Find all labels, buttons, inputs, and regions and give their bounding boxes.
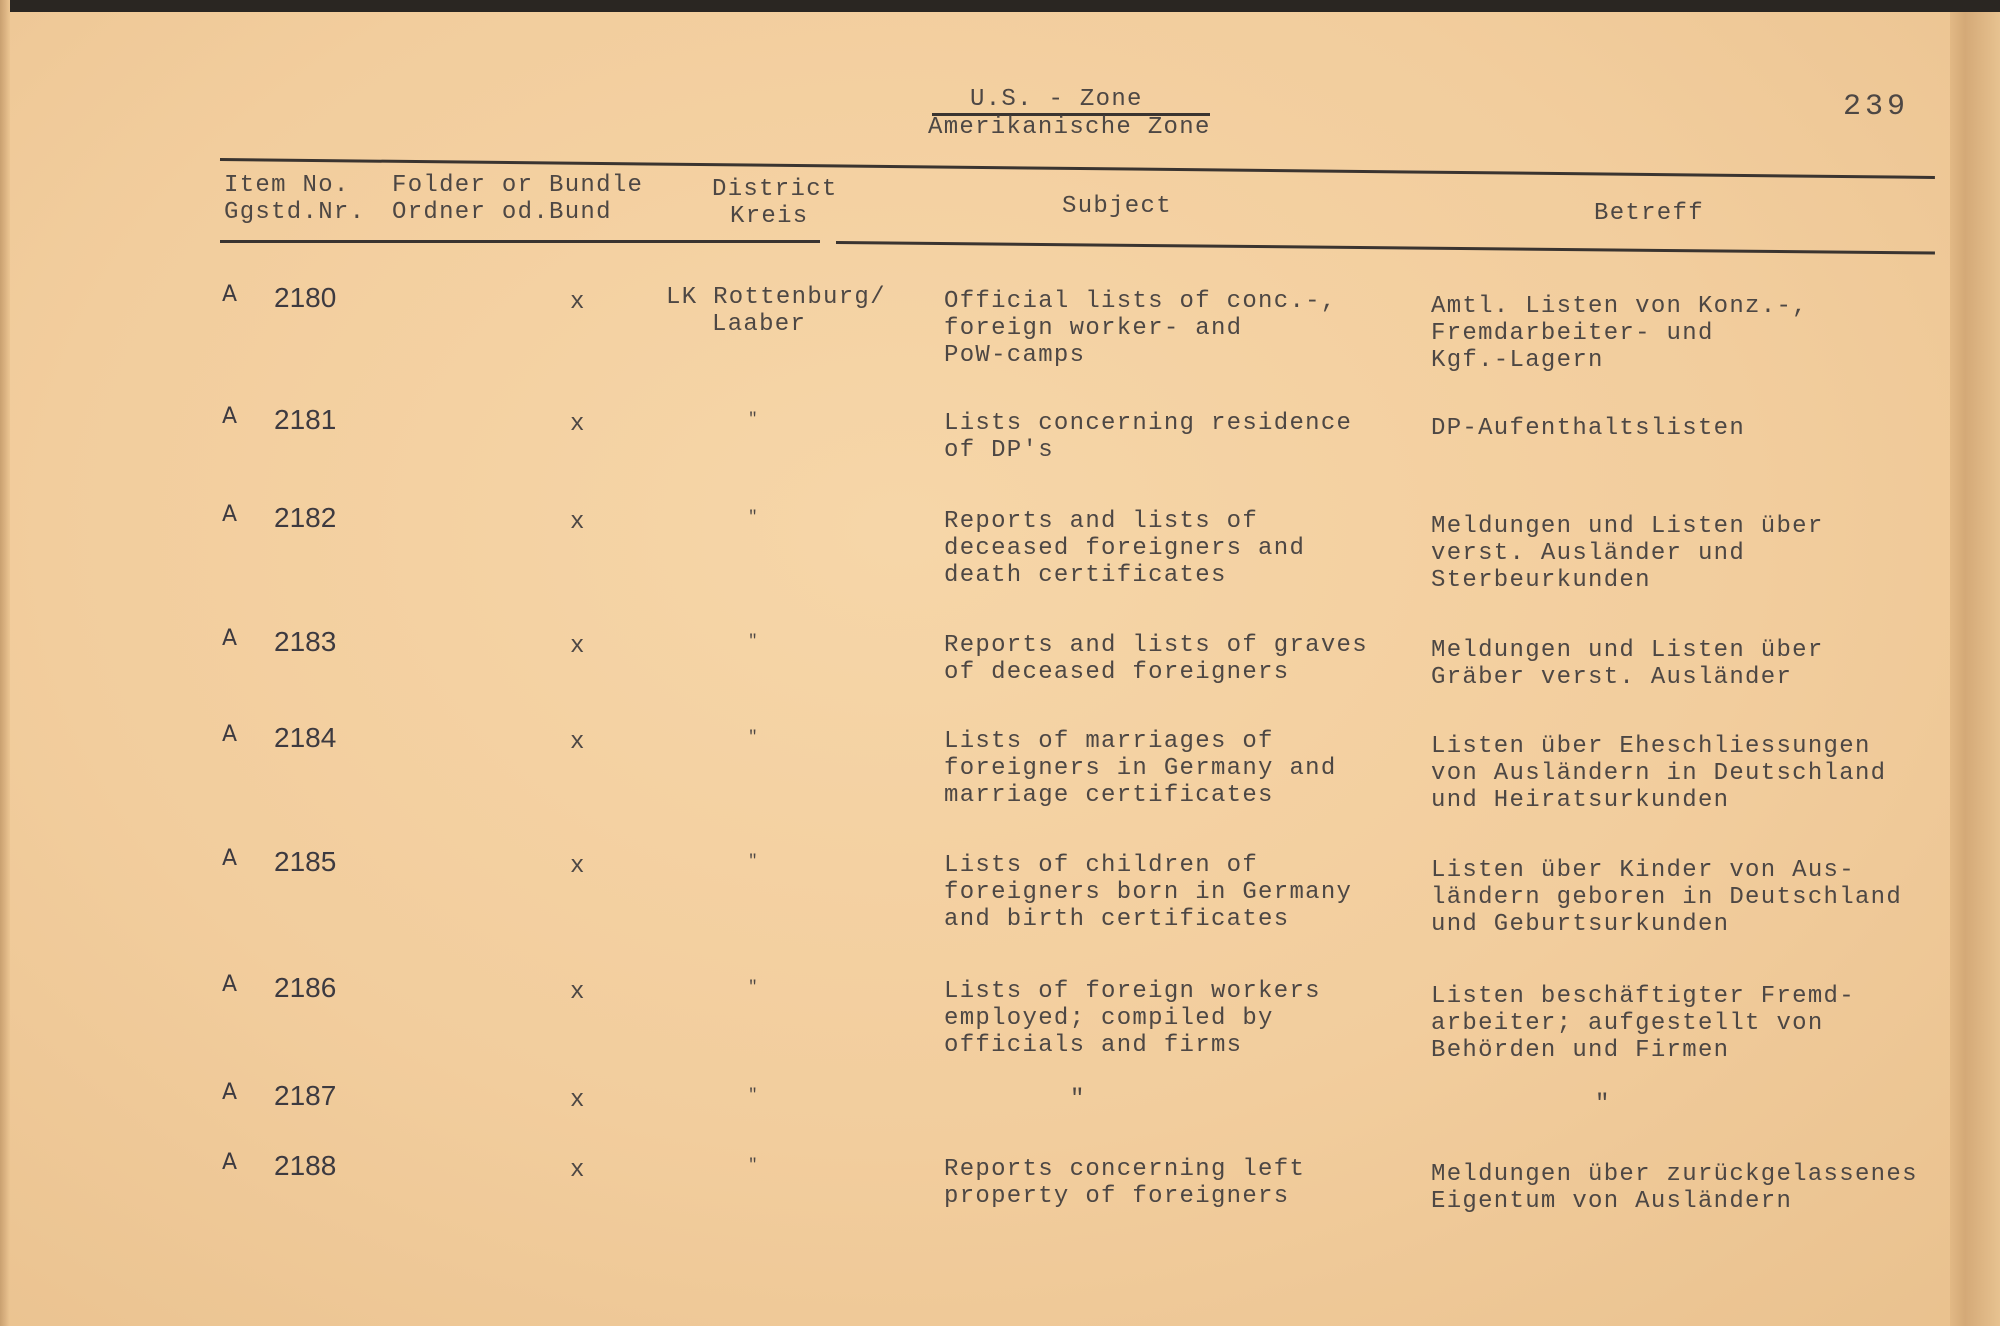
district-ditto: " — [748, 852, 759, 870]
item-number: 2187 — [274, 1080, 337, 1111]
betreff-text: Meldungen über zurückgelassenes — [1431, 1161, 1918, 1188]
bundle-mark: x — [570, 633, 586, 660]
subject-text: Lists of foreign workers — [944, 978, 1321, 1005]
subject-text: death certificates — [944, 562, 1227, 589]
item-mark-handwritten: A — [222, 846, 238, 871]
betreff-text: ländern geboren in Deutschland — [1431, 884, 1903, 911]
col-folder-en: Folder or Bundle — [392, 172, 644, 199]
bundle-mark: x — [570, 853, 586, 880]
item-mark-handwritten: A — [222, 282, 238, 307]
betreff-text: Kgf.-Lagern — [1431, 347, 1604, 374]
col-subject: Subject — [1062, 193, 1172, 220]
betreff-text: verst. Ausländer und — [1431, 540, 1746, 567]
district-ditto: " — [748, 978, 759, 996]
betreff-text: Sterbeurkunden — [1431, 567, 1651, 594]
subject-text: Official lists of conc.-, — [944, 288, 1337, 315]
item-number: 2182 — [274, 502, 337, 533]
betreff-text: Listen beschäftigter Fremd- — [1431, 983, 1855, 1010]
header-bottom-rule-left — [220, 240, 820, 243]
subject-text: " — [1070, 1086, 1086, 1113]
betreff-text: Listen über Eheschliessungen — [1431, 733, 1871, 760]
subject-text: marriage certificates — [944, 782, 1274, 809]
item-mark-handwritten: A — [222, 404, 238, 429]
subject-text: Lists of marriages of — [944, 728, 1274, 755]
scan-left-edge — [0, 0, 10, 1326]
district-ditto: " — [748, 410, 759, 428]
item-mark-handwritten: A — [222, 1150, 238, 1175]
betreff-text: Listen über Kinder von Aus- — [1431, 857, 1855, 884]
bundle-mark: x — [570, 729, 586, 756]
item-number: 2180 — [274, 282, 337, 313]
betreff-text: und Geburtsurkunden — [1431, 911, 1730, 938]
subject-text: foreigners in Germany and — [944, 755, 1337, 782]
item-number: 2183 — [274, 626, 337, 657]
bundle-mark: x — [570, 411, 586, 438]
betreff-text: DP-Aufenthaltslisten — [1431, 415, 1746, 442]
col-item-no-de: Ggstd.Nr. — [224, 199, 366, 226]
betreff-text: Meldungen und Listen über — [1431, 637, 1824, 664]
subject-text: foreign worker- and — [944, 315, 1243, 342]
col-folder-de: Ordner od.Bund — [392, 199, 612, 226]
subject-text: officials and firms — [944, 1032, 1243, 1059]
subject-text: property of foreigners — [944, 1183, 1290, 1210]
district-text: LK Rottenburg/ — [666, 284, 886, 311]
district-ditto: " — [748, 1086, 759, 1104]
betreff-text: Amtl. Listen von Konz.-, — [1431, 293, 1808, 320]
subject-text: deceased foreigners and — [944, 535, 1306, 562]
betreff-text: Meldungen und Listen über — [1431, 513, 1824, 540]
district-text: Laaber — [712, 311, 807, 338]
betreff-text: von Ausländern in Deutschland — [1431, 760, 1887, 787]
district-ditto: " — [748, 508, 759, 526]
item-number: 2181 — [274, 404, 337, 435]
betreff-text: Gräber verst. Ausländer — [1431, 664, 1793, 691]
subject-text: Reports concerning left — [944, 1156, 1306, 1183]
col-item-no-en: Item No. — [224, 172, 350, 199]
col-betreff: Betreff — [1594, 200, 1704, 227]
item-number: 2185 — [274, 846, 337, 877]
bundle-mark: x — [570, 1157, 586, 1184]
betreff-text: " — [1595, 1091, 1611, 1118]
col-district-en: District — [712, 176, 838, 203]
item-mark-handwritten: A — [222, 972, 238, 997]
betreff-text: Eigentum von Ausländern — [1431, 1188, 1793, 1215]
title-line2: Amerikanische Zone — [928, 114, 1211, 141]
betreff-text: Behörden und Firmen — [1431, 1037, 1730, 1064]
bundle-mark: x — [570, 289, 586, 316]
col-district-de: Kreis — [730, 203, 809, 230]
betreff-text: arbeiter; aufgestellt von — [1431, 1010, 1824, 1037]
subject-text: of deceased foreigners — [944, 659, 1290, 686]
item-number: 2184 — [274, 722, 337, 753]
betreff-text: Fremdarbeiter- und — [1431, 320, 1714, 347]
subject-text: PoW-camps — [944, 342, 1086, 369]
subject-text: Reports and lists of — [944, 508, 1259, 535]
subject-text: and birth certificates — [944, 906, 1290, 933]
item-mark-handwritten: A — [222, 626, 238, 651]
bundle-mark: x — [570, 509, 586, 536]
title-line1: U.S. - Zone — [970, 86, 1143, 113]
item-mark-handwritten: A — [222, 722, 238, 747]
subject-text: of DP's — [944, 437, 1054, 464]
item-mark-handwritten: A — [222, 502, 238, 527]
district-ditto: " — [748, 632, 759, 650]
subject-text: foreigners born in Germany — [944, 879, 1353, 906]
district-ditto: " — [748, 1156, 759, 1174]
item-number: 2186 — [274, 972, 337, 1003]
betreff-text: und Heiratsurkunden — [1431, 787, 1730, 814]
subject-text: Reports and lists of graves — [944, 632, 1368, 659]
subject-text: employed; compiled by — [944, 1005, 1274, 1032]
subject-text: Lists concerning residence — [944, 410, 1353, 437]
bundle-mark: x — [570, 979, 586, 1006]
item-number: 2188 — [274, 1150, 337, 1181]
item-mark-handwritten: A — [222, 1080, 238, 1105]
bundle-mark: x — [570, 1087, 586, 1114]
page-binding-edge — [1950, 12, 2000, 1326]
district-ditto: " — [748, 728, 759, 746]
scan-top-edge — [0, 0, 2000, 12]
page-number: 239 — [1843, 90, 1910, 124]
subject-text: Lists of children of — [944, 852, 1259, 879]
